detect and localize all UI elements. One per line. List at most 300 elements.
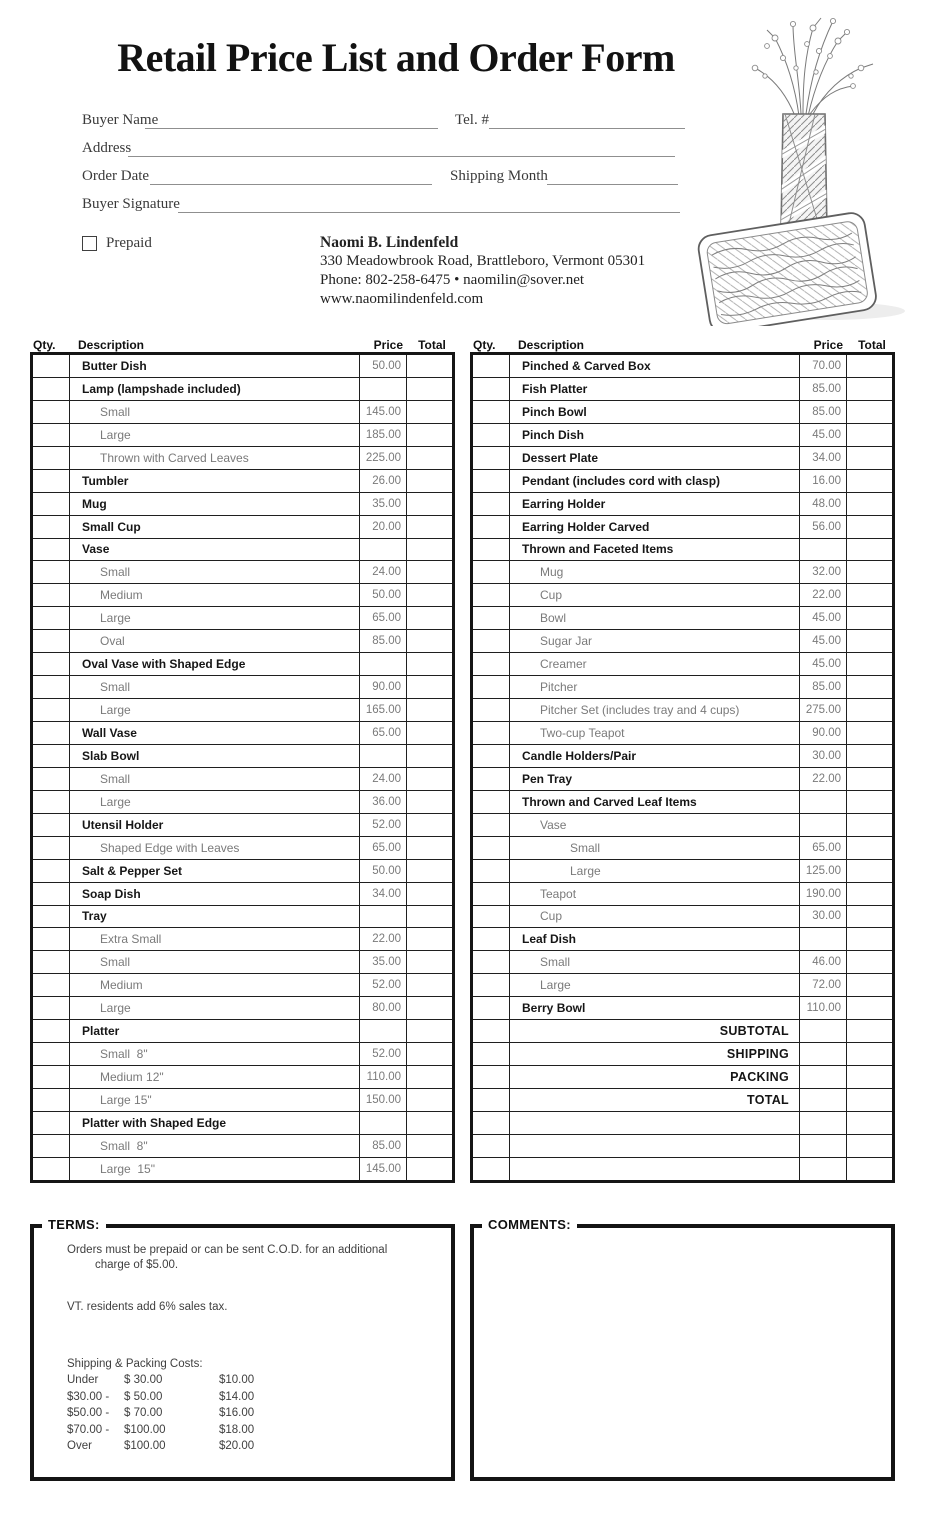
qty-cell[interactable] [473,1158,509,1180]
qty-cell[interactable] [33,676,69,698]
price-cell: 46.00 [799,951,846,973]
total-cell[interactable] [846,401,892,423]
qty-cell[interactable] [473,676,509,698]
qty-cell[interactable] [473,401,509,423]
table-row [473,859,892,882]
description-cell: Oval [69,630,359,652]
total-cell[interactable] [406,447,452,469]
total-cell[interactable] [406,745,452,767]
table-row [473,767,892,790]
price-cell: 110.00 [799,997,846,1019]
qty-cell[interactable] [33,401,69,423]
qty-cell[interactable] [473,699,509,721]
total-cell[interactable] [846,814,892,836]
shipping-cost-cell: Over [67,1440,92,1452]
qty-cell[interactable] [33,791,69,813]
table-row [33,538,452,561]
qty-column-header: Qty. [473,338,496,352]
description-cell: Vase [509,814,799,836]
description-cell: Large [509,860,799,882]
total-cell[interactable] [406,883,452,905]
qty-cell[interactable] [473,974,509,996]
description-cell: Shaped Edge with Leaves [69,837,359,859]
total-cell[interactable] [406,653,452,675]
total-cell[interactable] [846,906,892,928]
price-cell: 34.00 [359,883,406,905]
table-row [473,905,892,928]
total-cell[interactable] [846,722,892,744]
total-cell[interactable] [846,883,892,905]
total-cell[interactable] [406,722,452,744]
description-cell: Teapot [509,883,799,905]
total-cell[interactable] [406,1020,452,1042]
table-row [33,721,452,744]
total-cell[interactable] [406,860,452,882]
table-row [33,652,452,675]
description-cell: Mug [509,561,799,583]
qty-cell[interactable] [473,1135,509,1157]
description-cell: Pitcher [509,676,799,698]
qty-cell[interactable] [473,653,509,675]
qty-cell[interactable] [473,539,509,561]
total-cell[interactable] [406,928,452,950]
qty-cell[interactable] [33,1135,69,1157]
qty-cell[interactable] [33,837,69,859]
total-cell[interactable] [846,630,892,652]
shipping-cost-row [67,1405,433,1422]
total-cell[interactable] [846,584,892,606]
table-row [473,446,892,469]
total-cell[interactable] [846,447,892,469]
table-row [33,377,452,400]
price-cell: 52.00 [359,1043,406,1065]
buyer-signature-label: Buyer Signature [82,196,180,212]
description-cell: Slab Bowl [69,745,359,767]
total-cell[interactable] [406,1135,452,1157]
qty-cell[interactable] [473,378,509,400]
total-cell[interactable] [406,424,452,446]
qty-cell[interactable] [473,997,509,1019]
qty-cell[interactable] [33,768,69,790]
price-cell: 90.00 [359,676,406,698]
shipping-cost-cell: $30.00 - [67,1390,110,1403]
terms-box [30,1217,455,1481]
address-label: Address [82,140,132,156]
total-cell[interactable] [846,424,892,446]
price-column-header: Price [373,338,403,352]
qty-cell[interactable] [473,516,509,538]
total-cell[interactable] [406,974,452,996]
address-line[interactable] [128,140,675,157]
price-cell [359,539,406,561]
qty-cell[interactable] [33,974,69,996]
total-cell[interactable] [846,745,892,767]
table-row [473,1157,892,1180]
table-row [473,744,892,767]
order-date-label: Order Date [82,168,150,184]
price-cell: 45.00 [799,424,846,446]
qty-cell[interactable] [33,493,69,515]
description-cell: Small [509,951,799,973]
description-cell: Oval Vase with Shaped Edge [69,653,359,675]
comments-input-area[interactable] [474,1228,891,1477]
price-cell: 32.00 [799,561,846,583]
table-row [473,423,892,446]
price-cell: 72.00 [799,974,846,996]
qty-cell[interactable] [473,630,509,652]
qty-cell[interactable] [473,470,509,492]
qty-cell[interactable] [33,699,69,721]
price-cell: 45.00 [799,653,846,675]
description-cell: Extra Small [69,928,359,950]
description-cell: Salt & Pepper Set [69,860,359,882]
seller-contact-block [320,233,645,309]
qty-cell[interactable] [33,860,69,882]
qty-cell[interactable] [473,951,509,973]
total-cell[interactable] [846,1089,892,1111]
description-column-header: Description [78,338,145,352]
price-cell [799,1066,846,1088]
qty-cell[interactable] [33,1043,69,1065]
qty-cell[interactable] [33,378,69,400]
total-cell[interactable] [406,768,452,790]
table-row [33,492,452,515]
shipping-cost-cell: $18.00 [219,1423,255,1436]
total-cell[interactable] [846,997,892,1019]
shipping-cost-cell: $ 30.00 [124,1374,163,1386]
description-cell: Candle Holders/Pair [509,745,799,767]
price-cell: 24.00 [359,768,406,790]
total-cell[interactable] [846,516,892,538]
qty-cell[interactable] [33,1089,69,1111]
description-cell: Tumbler [69,470,359,492]
price-cell: 52.00 [359,814,406,836]
qty-cell[interactable] [473,607,509,629]
table-row [473,538,892,561]
qty-cell[interactable] [33,951,69,973]
qty-cell[interactable] [473,1089,509,1111]
table-row [473,675,892,698]
qty-cell[interactable] [33,516,69,538]
qty-cell[interactable] [473,860,509,882]
qty-cell[interactable] [33,607,69,629]
price-table-right [470,332,895,1183]
table-row [473,698,892,721]
total-cell[interactable] [846,1158,892,1180]
total-cell[interactable] [406,584,452,606]
shipping-cost-cell: $10.00 [219,1374,255,1386]
qty-cell[interactable] [473,1112,509,1134]
description-cell: Large 15" [69,1089,359,1111]
qty-cell[interactable] [33,1066,69,1088]
shipping-cost-row [67,1422,433,1439]
table-row [33,744,452,767]
total-cell[interactable] [406,1158,452,1180]
qty-cell[interactable] [33,906,69,928]
shipping-cost-row [67,1438,433,1455]
price-cell: 30.00 [799,745,846,767]
qty-cell[interactable] [473,1043,509,1065]
table-row [473,606,892,629]
price-cell: 90.00 [799,722,846,744]
qty-cell[interactable] [473,883,509,905]
description-cell: Berry Bowl [509,997,799,1019]
total-cell[interactable] [846,493,892,515]
table-row [33,446,452,469]
price-cell: 145.00 [359,401,406,423]
qty-cell[interactable] [33,584,69,606]
table-row [33,790,452,813]
seller-name: Naomi B. Lindenfeld [320,234,459,251]
price-cell [799,791,846,813]
shipping-month-line[interactable] [547,168,678,185]
description-cell: Bowl [509,607,799,629]
table-row [33,698,452,721]
total-cell[interactable] [406,676,452,698]
total-cell[interactable] [406,630,452,652]
total-cell[interactable] [406,997,452,1019]
price-cell [359,1112,406,1134]
qty-cell[interactable] [473,1066,509,1088]
total-cell[interactable] [406,1043,452,1065]
qty-cell[interactable] [33,722,69,744]
price-cell: 80.00 [359,997,406,1019]
table-row [33,1134,452,1157]
qty-cell[interactable] [473,837,509,859]
table-row [33,423,452,446]
description-cell: Platter [69,1020,359,1042]
terms-label: TERMS: [42,1217,106,1232]
total-cell[interactable] [846,791,892,813]
description-cell: Pendant (includes cord with clasp) [509,470,799,492]
tel-line[interactable] [489,112,685,129]
qty-cell[interactable] [473,447,509,469]
description-cell: Fish Platter [509,378,799,400]
table-row [473,469,892,492]
table-row [33,606,452,629]
price-cell: 35.00 [359,951,406,973]
terms-line2: charge of $5.00. [95,1259,179,1271]
total-cell[interactable] [846,699,892,721]
total-cell[interactable] [406,493,452,515]
total-cell[interactable] [846,1066,892,1088]
total-cell[interactable] [406,906,452,928]
qty-cell[interactable] [473,768,509,790]
table-row [33,1088,452,1111]
total-cell[interactable] [846,928,892,950]
qty-cell[interactable] [33,928,69,950]
buyer-name-line[interactable] [145,112,438,129]
description-cell: Small [69,951,359,973]
qty-cell[interactable] [33,814,69,836]
description-cell: Butter Dish [69,355,359,377]
description-cell: Thrown and Carved Leaf Items [509,791,799,813]
qty-cell[interactable] [33,424,69,446]
total-cell[interactable] [406,539,452,561]
table-row [473,652,892,675]
table-row [33,355,452,377]
total-cell[interactable] [846,837,892,859]
price-cell: 65.00 [359,722,406,744]
shipping-cost-cell: $ 50.00 [124,1390,163,1403]
qty-cell[interactable] [473,928,509,950]
price-cell: 52.00 [359,974,406,996]
description-cell: Leaf Dish [509,928,799,950]
description-cell: Medium [69,584,359,606]
price-cell: 50.00 [359,860,406,882]
price-cell [799,1158,846,1180]
total-cell[interactable] [846,607,892,629]
price-cell: 50.00 [359,584,406,606]
total-cell[interactable] [846,1020,892,1042]
price-cell: 50.00 [359,355,406,377]
total-cell[interactable] [846,974,892,996]
price-cell [799,814,846,836]
prepaid-label: Prepaid [106,235,152,251]
qty-cell[interactable] [33,1158,69,1180]
table-row [33,836,452,859]
total-cell[interactable] [846,355,892,377]
table-row [473,927,892,950]
qty-cell[interactable] [33,745,69,767]
qty-cell[interactable] [473,355,509,377]
description-cell [509,1158,799,1180]
qty-cell[interactable] [473,745,509,767]
qty-cell[interactable] [473,561,509,583]
price-cell: 165.00 [359,699,406,721]
shipping-cost-cell: $16.00 [219,1407,255,1419]
price-cell: 22.00 [799,768,846,790]
total-cell[interactable] [406,378,452,400]
qty-cell[interactable] [33,883,69,905]
total-cell[interactable] [406,355,452,377]
description-cell: Tray [69,906,359,928]
qty-cell[interactable] [473,1020,509,1042]
total-cell[interactable] [406,837,452,859]
price-cell: 65.00 [359,607,406,629]
table-row [473,377,892,400]
total-cell[interactable] [406,1066,452,1088]
total-cell[interactable] [846,951,892,973]
table-row [33,1157,452,1180]
total-cell[interactable] [406,401,452,423]
qty-cell[interactable] [473,791,509,813]
price-cell: 70.00 [799,355,846,377]
table-row [33,629,452,652]
total-cell[interactable] [406,951,452,973]
qty-cell[interactable] [473,906,509,928]
price-cell: 20.00 [359,516,406,538]
total-cell[interactable] [846,378,892,400]
total-cell[interactable] [406,1112,452,1134]
description-cell: Thrown with Carved Leaves [69,447,359,469]
total-cell[interactable] [846,470,892,492]
qty-cell[interactable] [33,447,69,469]
price-cell: 22.00 [359,928,406,950]
total-cell[interactable] [406,516,452,538]
price-cell: 45.00 [799,607,846,629]
prepaid-checkbox[interactable] [82,236,97,251]
total-cell[interactable] [406,791,452,813]
description-cell: TOTAL [509,1089,799,1111]
qty-cell[interactable] [473,584,509,606]
table-row [33,813,452,836]
comments-label: COMMENTS: [482,1217,577,1232]
qty-cell[interactable] [33,653,69,675]
total-cell[interactable] [846,676,892,698]
qty-cell[interactable] [33,1112,69,1134]
qty-cell[interactable] [473,493,509,515]
total-cell[interactable] [406,1089,452,1111]
total-cell[interactable] [846,653,892,675]
table-row [33,400,452,423]
total-cell[interactable] [846,1043,892,1065]
qty-cell[interactable] [473,814,509,836]
price-cell [799,1089,846,1111]
total-cell[interactable] [846,1135,892,1157]
total-cell[interactable] [846,1112,892,1134]
description-cell: Creamer [509,653,799,675]
price-cell: 16.00 [799,470,846,492]
qty-cell[interactable] [33,561,69,583]
table-row [33,973,452,996]
description-cell: Large [69,997,359,1019]
buyer-signature-line[interactable] [178,196,680,213]
qty-cell[interactable] [33,355,69,377]
qty-cell[interactable] [33,997,69,1019]
description-cell: Large [69,791,359,813]
table-row [473,973,892,996]
qty-cell[interactable] [33,470,69,492]
total-cell[interactable] [406,607,452,629]
total-cell[interactable] [846,561,892,583]
order-date-line[interactable] [150,168,432,185]
table-row [473,1042,892,1065]
price-table-body [30,352,455,1183]
seller-address: 330 Meadowbrook Road, Brattleboro, Vermont 05301 [320,253,646,269]
total-cell[interactable] [846,860,892,882]
shipping-cost-cell: $70.00 - [67,1423,110,1436]
price-cell [799,1043,846,1065]
price-cell: 65.00 [359,837,406,859]
price-cell: 225.00 [359,447,406,469]
total-cell[interactable] [406,561,452,583]
total-cell[interactable] [846,768,892,790]
price-cell: 30.00 [799,906,846,928]
price-cell: 34.00 [799,447,846,469]
qty-cell[interactable] [33,539,69,561]
description-cell: Wall Vase [69,722,359,744]
description-cell: Earring Holder Carved [509,516,799,538]
total-cell[interactable] [406,814,452,836]
total-cell[interactable] [846,539,892,561]
qty-cell[interactable] [33,1020,69,1042]
shipping-cost-cell: $100.00 [124,1440,166,1452]
total-cell[interactable] [406,699,452,721]
qty-cell[interactable] [473,722,509,744]
description-cell: Soap Dish [69,883,359,905]
description-cell: Platter with Shaped Edge [69,1112,359,1134]
seller-phone-email: Phone: 802-258-6475 • naomilin@sover.net [320,272,585,288]
seller-website: www.naomilindenfeld.com [320,291,484,307]
total-column-header: Total [858,338,886,352]
table-row [473,1088,892,1111]
qty-cell[interactable] [33,630,69,652]
table-row [473,515,892,538]
total-cell[interactable] [406,470,452,492]
description-cell: Vase [69,539,359,561]
qty-cell[interactable] [473,424,509,446]
